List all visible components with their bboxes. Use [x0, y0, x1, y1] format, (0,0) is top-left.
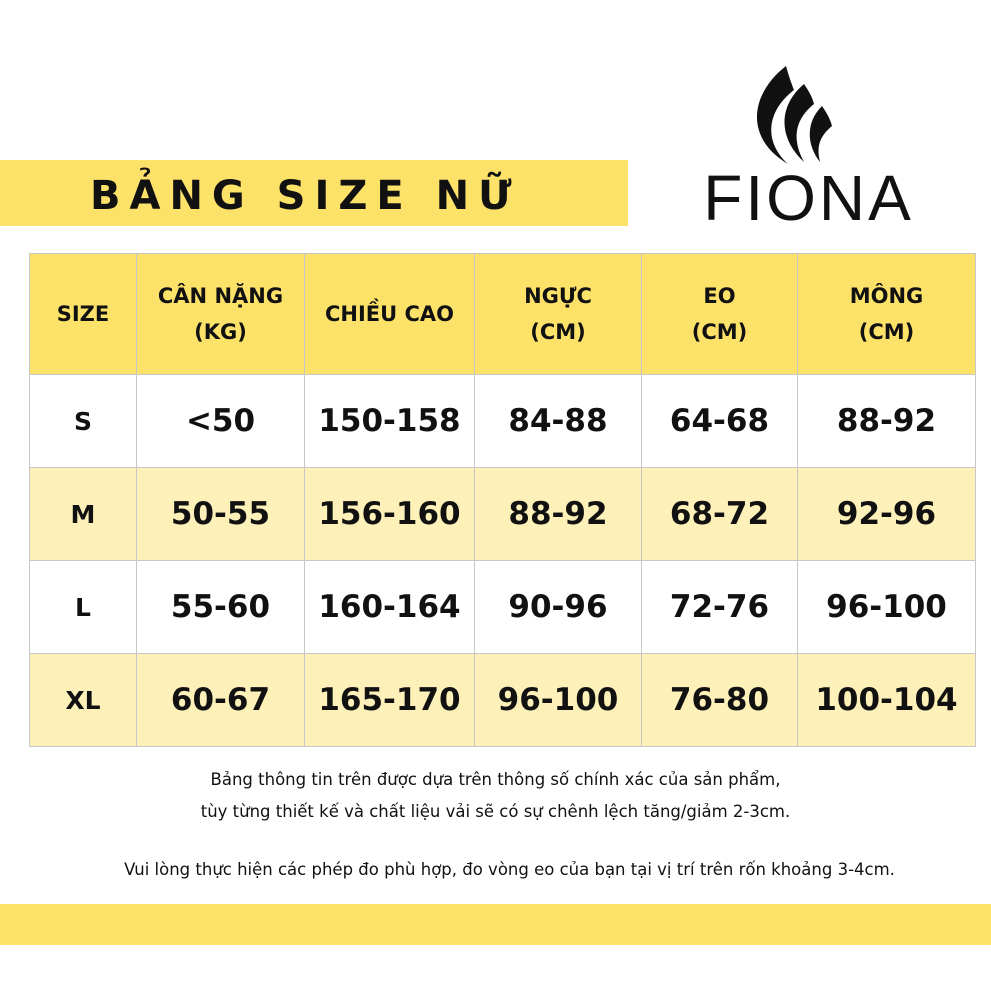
table-row: [30, 654, 976, 747]
table-row: [30, 375, 976, 468]
weight-cell: <50: [137, 375, 305, 468]
bust-cell: 90-96: [475, 561, 642, 654]
note-line-1: Bảng thông tin trên được dựa trên thông số chính xác của sản phẩm,: [210, 770, 781, 789]
table-row: [30, 561, 976, 654]
bust-cell: 84-88: [475, 375, 642, 468]
size-cell: L: [30, 561, 137, 654]
note-line-2: tùy từng thiết kế và chất liệu vải sẽ có sự chênh lệch tăng/giảm 2-3cm.: [200, 802, 791, 821]
weight-cell: 60-67: [137, 654, 305, 747]
waist-cell: 72-76: [642, 561, 798, 654]
size-cell: XL: [30, 654, 137, 747]
header-height: CHIỀU CAO: [305, 254, 475, 375]
table-row: [30, 468, 976, 561]
note-line-3: Vui lòng thực hiện các phép đo phù hợp, đo vòng eo của bạn tại vị trí trên rốn khoảng 3-4cm.: [124, 860, 895, 879]
weight-cell: 55-60: [137, 561, 305, 654]
table-header-row: [30, 254, 976, 375]
brand-logo: [686, 60, 931, 232]
weight-cell: 50-55: [137, 468, 305, 561]
header-waist: EO (CM): [642, 254, 798, 375]
page-title: BẢNG SIZE NỮ: [90, 173, 521, 219]
bottom-band: [0, 904, 991, 945]
size-table: [29, 253, 976, 747]
height-cell: 165-170: [305, 654, 475, 747]
height-cell: 150-158: [305, 375, 475, 468]
hip-cell: 92-96: [798, 468, 976, 561]
height-cell: 156-160: [305, 468, 475, 561]
flame-icon: [748, 60, 858, 166]
size-cell: M: [30, 468, 137, 561]
header-bust: NGỰC (CM): [475, 254, 642, 375]
bust-cell: 88-92: [475, 468, 642, 561]
header-size: SIZE: [30, 254, 137, 375]
size-cell: S: [30, 375, 137, 468]
hip-cell: 88-92: [798, 375, 976, 468]
waist-cell: 76-80: [642, 654, 798, 747]
brand-name: FIONA: [703, 162, 914, 234]
header-hip: MÔNG (CM): [798, 254, 976, 375]
hip-cell: 96-100: [798, 561, 976, 654]
waist-cell: 64-68: [642, 375, 798, 468]
height-cell: 160-164: [305, 561, 475, 654]
hip-cell: 100-104: [798, 654, 976, 747]
bust-cell: 96-100: [475, 654, 642, 747]
header-weight: CÂN NẶNG (KG): [137, 254, 305, 375]
waist-cell: 68-72: [642, 468, 798, 561]
